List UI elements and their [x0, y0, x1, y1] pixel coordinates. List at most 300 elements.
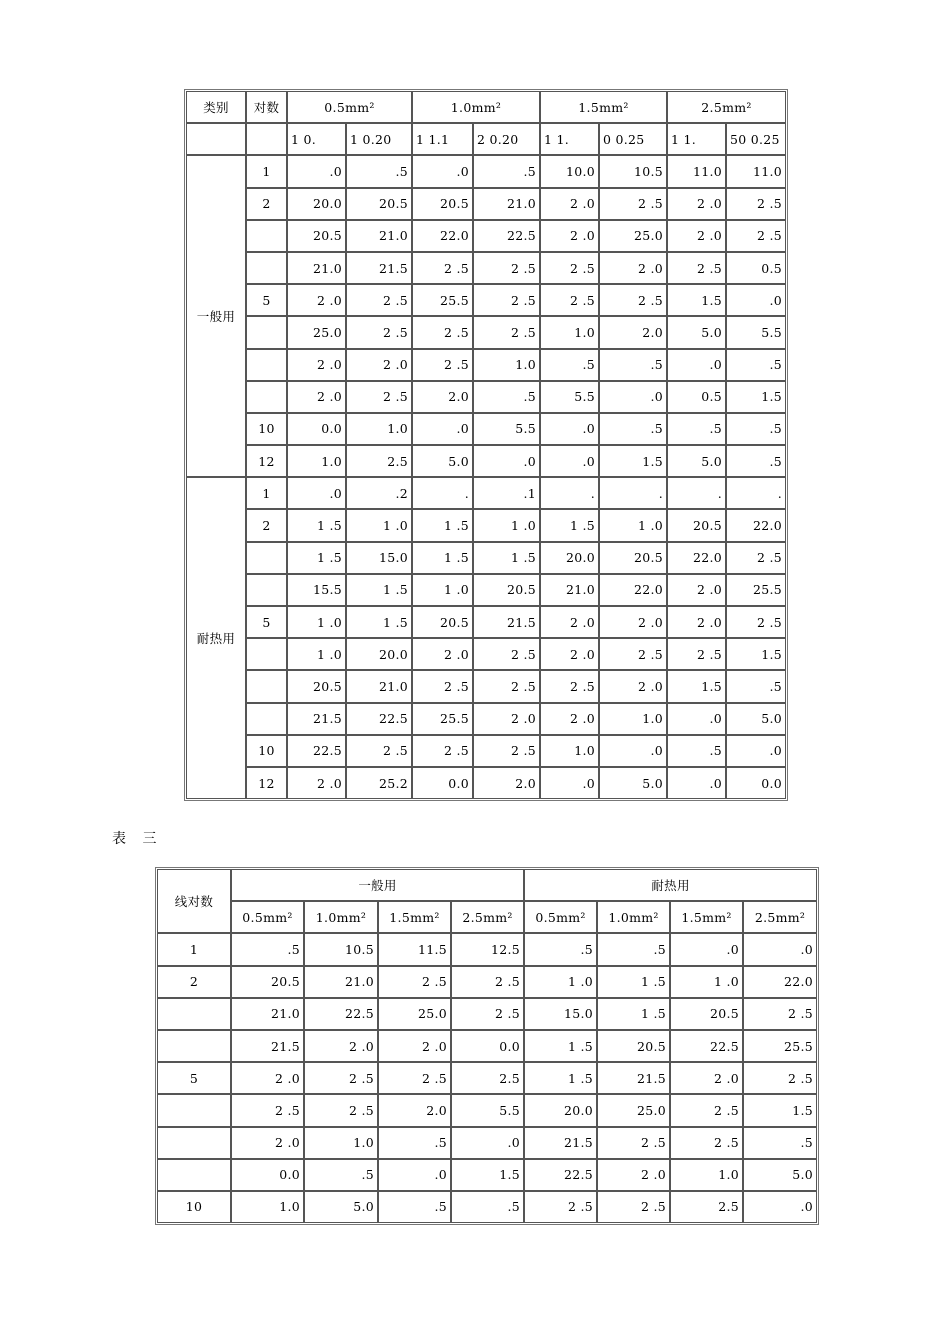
value-cell: 2 .5	[378, 966, 451, 998]
value-cell: 1.0	[346, 413, 412, 445]
value-cell: 2 .0	[540, 220, 599, 252]
value-cell: 2 .5	[540, 284, 599, 316]
value-cell: 2 .0	[287, 349, 346, 381]
value-cell: 2.5	[346, 445, 412, 477]
value-cell: 0.0	[287, 413, 346, 445]
size-header: 1.0mm²	[412, 91, 540, 123]
value-cell: .5	[524, 933, 597, 965]
value-cell: .0	[378, 1159, 451, 1191]
value-cell: 10.5	[304, 933, 378, 965]
value-cell: 2 .5	[378, 1062, 451, 1094]
value-cell: .5	[743, 1127, 817, 1159]
pairs-cell	[246, 349, 287, 381]
table1-header-row	[186, 91, 786, 123]
size-header: 1.0mm²	[597, 901, 670, 933]
value-cell: 2 .0	[378, 1030, 451, 1062]
value-cell: 22.5	[346, 703, 412, 735]
value-cell: .	[412, 477, 473, 509]
value-cell: 2 .0	[540, 703, 599, 735]
value-cell: 2 .5	[670, 1127, 743, 1159]
value-cell: 1.0	[287, 445, 346, 477]
pairs-cell: 10	[157, 1191, 231, 1223]
size-header: 0.5mm²	[287, 91, 412, 123]
group-header-heat-resistant: 耐热用	[524, 869, 817, 901]
subheader-cell: 0 0.25	[599, 123, 667, 155]
value-cell: 2 .5	[473, 638, 540, 670]
size-header: 1.5mm²	[670, 901, 743, 933]
category-label: 一般用	[186, 155, 246, 477]
value-cell: 2 .0	[287, 381, 346, 413]
value-cell: .5	[726, 670, 786, 702]
value-cell: 0.5	[726, 252, 786, 284]
value-cell: 1 .5	[524, 1062, 597, 1094]
pairs-cell: 10	[246, 413, 287, 445]
pairs-cell	[246, 381, 287, 413]
table-row	[157, 933, 817, 965]
pairs-cell	[157, 998, 231, 1030]
value-cell: 5.5	[726, 316, 786, 348]
value-cell: 1.5	[599, 445, 667, 477]
value-cell: 21.5	[597, 1062, 670, 1094]
value-cell: 2 .0	[540, 606, 599, 638]
value-cell: 5.0	[667, 445, 726, 477]
subheader-cell: 1 0.	[287, 123, 346, 155]
table-row	[157, 1159, 817, 1191]
size-header: 1.0mm²	[304, 901, 378, 933]
value-cell: 22.0	[743, 966, 817, 998]
value-cell: 0.0	[231, 1159, 304, 1191]
value-cell: .5	[378, 1191, 451, 1223]
value-cell: .0	[726, 284, 786, 316]
value-cell: 0.0	[726, 767, 786, 799]
value-cell: 1 .5	[346, 606, 412, 638]
value-cell: 2 .5	[412, 316, 473, 348]
value-cell: 1.0	[670, 1159, 743, 1191]
table2-size-row	[157, 901, 817, 933]
value-cell: .0	[667, 349, 726, 381]
value-cell: 2.5	[451, 1062, 524, 1094]
value-cell: 2 .0	[670, 1062, 743, 1094]
value-cell: .5	[473, 155, 540, 187]
pairs-cell	[157, 1159, 231, 1191]
value-cell: 20.0	[287, 188, 346, 220]
value-cell: 2 .5	[524, 1191, 597, 1223]
value-cell: 5.5	[451, 1094, 524, 1126]
value-cell: 22.0	[599, 574, 667, 606]
value-cell: .0	[540, 767, 599, 799]
value-cell: 2 .5	[473, 735, 540, 767]
value-cell: .5	[726, 445, 786, 477]
table-row	[157, 1062, 817, 1094]
value-cell: .5	[304, 1159, 378, 1191]
value-cell: 25.0	[597, 1094, 670, 1126]
value-cell: 22.5	[524, 1159, 597, 1191]
pairs-cell	[246, 703, 287, 735]
value-cell: 2 .0	[231, 1127, 304, 1159]
pairs-cell: 1	[246, 477, 287, 509]
value-cell: 25.5	[412, 284, 473, 316]
value-cell: 2 .0	[540, 638, 599, 670]
value-cell: .5	[346, 155, 412, 187]
value-cell: 2 .5	[473, 316, 540, 348]
cable-spec-table-2	[157, 869, 817, 1223]
pairs-cell: 2	[157, 966, 231, 998]
value-cell: 2 .5	[726, 542, 786, 574]
value-cell: .0	[743, 1191, 817, 1223]
value-cell: .0	[473, 445, 540, 477]
value-cell: 15.0	[524, 998, 597, 1030]
size-header: 0.5mm²	[231, 901, 304, 933]
table-row	[157, 1127, 817, 1159]
value-cell: .5	[599, 413, 667, 445]
value-cell: 20.5	[346, 188, 412, 220]
value-cell: 2 .5	[667, 252, 726, 284]
value-cell: 2 .5	[451, 998, 524, 1030]
value-cell: 12.5	[451, 933, 524, 965]
size-header: 2.5mm²	[743, 901, 817, 933]
value-cell: 22.0	[412, 220, 473, 252]
value-cell: 20.5	[597, 1030, 670, 1062]
subheader-cell: 50 0.25	[726, 123, 786, 155]
value-cell: 2 .0	[599, 252, 667, 284]
value-cell: 2 .5	[346, 284, 412, 316]
value-cell: .0	[599, 381, 667, 413]
value-cell: 2 .0	[473, 703, 540, 735]
value-cell: 1 .5	[473, 542, 540, 574]
pairs-cell	[157, 1030, 231, 1062]
value-cell: 1 .0	[412, 574, 473, 606]
value-cell: 2 .5	[473, 284, 540, 316]
value-cell: 22.5	[670, 1030, 743, 1062]
value-cell: 2 .0	[231, 1062, 304, 1094]
value-cell: .5	[540, 349, 599, 381]
value-cell: 1 .5	[287, 509, 346, 541]
value-cell: 2 .5	[726, 606, 786, 638]
value-cell: .0	[667, 703, 726, 735]
value-cell: 2 .0	[599, 670, 667, 702]
value-cell: 2 .0	[412, 638, 473, 670]
value-cell: 2 .5	[599, 188, 667, 220]
value-cell: 2 .5	[599, 284, 667, 316]
value-cell: .5	[597, 933, 670, 965]
value-cell: 2 .0	[287, 767, 346, 799]
pairs-cell	[246, 574, 287, 606]
value-cell: 2 .5	[346, 735, 412, 767]
value-cell: 5.5	[540, 381, 599, 413]
value-cell: 2 .5	[473, 252, 540, 284]
table-row	[186, 703, 786, 735]
value-cell: 21.0	[540, 574, 599, 606]
value-cell: .0	[670, 933, 743, 965]
value-cell: 20.5	[412, 606, 473, 638]
value-cell: 15.0	[346, 542, 412, 574]
value-cell: 1 .0	[524, 966, 597, 998]
value-cell: 1.0	[231, 1191, 304, 1223]
value-cell: .1	[473, 477, 540, 509]
table-row	[186, 284, 786, 316]
value-cell: 5.0	[304, 1191, 378, 1223]
value-cell: 25.5	[412, 703, 473, 735]
value-cell: 1.5	[726, 638, 786, 670]
value-cell: 0.0	[412, 767, 473, 799]
value-cell: 2.0	[473, 767, 540, 799]
value-cell: 2 .5	[743, 998, 817, 1030]
value-cell: 1 .5	[412, 542, 473, 574]
value-cell: .5	[378, 1127, 451, 1159]
value-cell: .5	[667, 735, 726, 767]
value-cell: 21.5	[231, 1030, 304, 1062]
value-cell: 2 .5	[231, 1094, 304, 1126]
value-cell: 2 .0	[597, 1159, 670, 1191]
table-row	[186, 413, 786, 445]
value-cell: 2 .5	[304, 1094, 378, 1126]
table-row	[157, 966, 817, 998]
category-label: 耐热用	[186, 477, 246, 799]
table-row	[186, 381, 786, 413]
value-cell: 25.0	[287, 316, 346, 348]
value-cell: 11.0	[726, 155, 786, 187]
value-cell: 1.0	[540, 316, 599, 348]
pairs-cell: 5	[246, 284, 287, 316]
value-cell: 2 .5	[670, 1094, 743, 1126]
table-row	[186, 477, 786, 509]
empty-cell	[186, 123, 246, 155]
value-cell: 5.0	[743, 1159, 817, 1191]
value-cell: 20.5	[473, 574, 540, 606]
value-cell: 21.0	[287, 252, 346, 284]
value-cell: 2 .5	[540, 252, 599, 284]
value-cell: .	[540, 477, 599, 509]
value-cell: 2.5	[670, 1191, 743, 1223]
value-cell: 2 .5	[726, 220, 786, 252]
value-cell: 1 .5	[540, 509, 599, 541]
value-cell: .0	[540, 445, 599, 477]
value-cell: 1 .5	[524, 1030, 597, 1062]
value-cell: 1 .5	[597, 998, 670, 1030]
value-cell: 1 .5	[412, 509, 473, 541]
table1-subheader-row	[186, 123, 786, 155]
table-row	[157, 1191, 817, 1223]
table-row	[186, 445, 786, 477]
pairs-cell: 12	[246, 445, 287, 477]
value-cell: 21.5	[524, 1127, 597, 1159]
table-row	[157, 1030, 817, 1062]
pairs-cell: 5	[246, 606, 287, 638]
value-cell: 21.5	[346, 252, 412, 284]
value-cell: 1 .0	[287, 638, 346, 670]
value-cell: 2 .0	[540, 188, 599, 220]
pairs-cell	[246, 670, 287, 702]
value-cell: 5.0	[412, 445, 473, 477]
value-cell: 15.5	[287, 574, 346, 606]
value-cell: 2 .5	[597, 1191, 670, 1223]
value-cell: .5	[667, 413, 726, 445]
value-cell: 20.0	[540, 542, 599, 574]
value-cell: 5.0	[667, 316, 726, 348]
value-cell: 1 .0	[473, 509, 540, 541]
value-cell: 2 .5	[726, 188, 786, 220]
table-row	[186, 509, 786, 541]
value-cell: 0.0	[451, 1030, 524, 1062]
value-cell: 1.5	[667, 284, 726, 316]
value-cell: 25.0	[599, 220, 667, 252]
value-cell: 2 .5	[473, 670, 540, 702]
value-cell: 2 .5	[412, 252, 473, 284]
empty-cell	[246, 123, 287, 155]
value-cell: 2 .5	[346, 381, 412, 413]
value-cell: 20.5	[670, 998, 743, 1030]
value-cell: 1 .5	[287, 542, 346, 574]
value-cell: 2 .5	[412, 349, 473, 381]
value-cell: 21.0	[304, 966, 378, 998]
value-cell: 2.0	[599, 316, 667, 348]
subheader-cell: 1 1.	[667, 123, 726, 155]
value-cell: .0	[743, 933, 817, 965]
table-row	[186, 349, 786, 381]
value-cell: .0	[540, 413, 599, 445]
category-header: 类别	[186, 91, 246, 123]
value-cell: 22.0	[726, 509, 786, 541]
value-cell: 20.0	[346, 638, 412, 670]
value-cell: .2	[346, 477, 412, 509]
value-cell: 2.0	[378, 1094, 451, 1126]
subheader-cell: 1 1.1	[412, 123, 473, 155]
value-cell: 20.5	[287, 220, 346, 252]
size-header: 2.5mm²	[451, 901, 524, 933]
pairs-cell: 2	[246, 188, 287, 220]
value-cell: 2 .5	[412, 670, 473, 702]
value-cell: .5	[726, 349, 786, 381]
pairs-cell	[246, 638, 287, 670]
value-cell: .5	[473, 381, 540, 413]
value-cell: 5.0	[599, 767, 667, 799]
pairs-cell: 12	[246, 767, 287, 799]
value-cell: 10.0	[540, 155, 599, 187]
value-cell: 21.5	[473, 606, 540, 638]
value-cell: 1.0	[540, 735, 599, 767]
value-cell: 2 .0	[667, 574, 726, 606]
value-cell: .	[667, 477, 726, 509]
pairs-cell: 2	[246, 509, 287, 541]
pairs-cell	[157, 1094, 231, 1126]
value-cell: 21.0	[346, 220, 412, 252]
value-cell: .0	[287, 477, 346, 509]
table2-header-row	[157, 869, 817, 901]
group-header-general: 一般用	[231, 869, 524, 901]
subheader-cell: 2 0.20	[473, 123, 540, 155]
pairs-cell	[246, 220, 287, 252]
value-cell: 5.5	[473, 413, 540, 445]
value-cell: 2.0	[412, 381, 473, 413]
value-cell: 1.0	[473, 349, 540, 381]
pairs-cell	[246, 252, 287, 284]
value-cell: 2 .5	[667, 638, 726, 670]
pairs-cell: 1	[157, 933, 231, 965]
value-cell: 20.0	[524, 1094, 597, 1126]
value-cell: 2 .5	[412, 735, 473, 767]
value-cell: 1.0	[304, 1127, 378, 1159]
value-cell: .0	[451, 1127, 524, 1159]
table-row	[186, 542, 786, 574]
value-cell: 2 .5	[599, 638, 667, 670]
value-cell: .0	[287, 155, 346, 187]
value-cell: 1 .0	[287, 606, 346, 638]
table-row	[186, 155, 786, 187]
value-cell: 25.5	[726, 574, 786, 606]
value-cell: 0.5	[667, 381, 726, 413]
value-cell: 1 .0	[670, 966, 743, 998]
value-cell: 2 .0	[599, 606, 667, 638]
table-row	[186, 670, 786, 702]
subheader-cell: 1 0.20	[346, 123, 412, 155]
value-cell: 22.5	[287, 735, 346, 767]
value-cell: 5.0	[726, 703, 786, 735]
table-row	[186, 767, 786, 799]
value-cell: 20.5	[231, 966, 304, 998]
value-cell: .5	[451, 1191, 524, 1223]
value-cell: 11.5	[378, 933, 451, 965]
value-cell: 20.5	[599, 542, 667, 574]
value-cell: 25.0	[378, 998, 451, 1030]
value-cell: 1.5	[667, 670, 726, 702]
value-cell: 2 .0	[304, 1030, 378, 1062]
value-cell: 1 .0	[599, 509, 667, 541]
size-header: 2.5mm²	[667, 91, 786, 123]
value-cell: .0	[412, 155, 473, 187]
value-cell: 22.5	[304, 998, 378, 1030]
value-cell: 20.5	[667, 509, 726, 541]
size-header: 0.5mm²	[524, 901, 597, 933]
value-cell: 25.5	[743, 1030, 817, 1062]
value-cell: 2 .0	[667, 606, 726, 638]
value-cell: 2 .0	[667, 220, 726, 252]
value-cell: 1.0	[599, 703, 667, 735]
pairs-cell	[246, 316, 287, 348]
value-cell: 2 .5	[451, 966, 524, 998]
value-cell: 2 .5	[540, 670, 599, 702]
table-row	[186, 638, 786, 670]
pairs-header: 线对数	[157, 869, 231, 933]
value-cell: 10.5	[599, 155, 667, 187]
value-cell: .	[726, 477, 786, 509]
value-cell: 2 .0	[287, 284, 346, 316]
value-cell: 21.5	[287, 703, 346, 735]
value-cell: .5	[726, 413, 786, 445]
value-cell: 25.2	[346, 767, 412, 799]
size-header: 1.5mm²	[540, 91, 667, 123]
value-cell: 1.5	[451, 1159, 524, 1191]
pairs-cell: 5	[157, 1062, 231, 1094]
table-row	[157, 1094, 817, 1126]
value-cell: 1.5	[743, 1094, 817, 1126]
table-row	[157, 998, 817, 1030]
pairs-cell	[157, 1127, 231, 1159]
value-cell: 21.0	[231, 998, 304, 1030]
pairs-cell: 10	[246, 735, 287, 767]
table-row	[186, 735, 786, 767]
table-row	[186, 252, 786, 284]
value-cell: 2 .5	[743, 1062, 817, 1094]
cable-spec-table-1	[186, 91, 786, 799]
size-header: 1.5mm²	[378, 901, 451, 933]
value-cell: 21.0	[473, 188, 540, 220]
table-row	[186, 220, 786, 252]
value-cell: 2 .0	[667, 188, 726, 220]
table-row	[186, 188, 786, 220]
value-cell: 20.5	[287, 670, 346, 702]
value-cell: 1 .5	[346, 574, 412, 606]
table-caption: 表 三	[112, 831, 163, 847]
